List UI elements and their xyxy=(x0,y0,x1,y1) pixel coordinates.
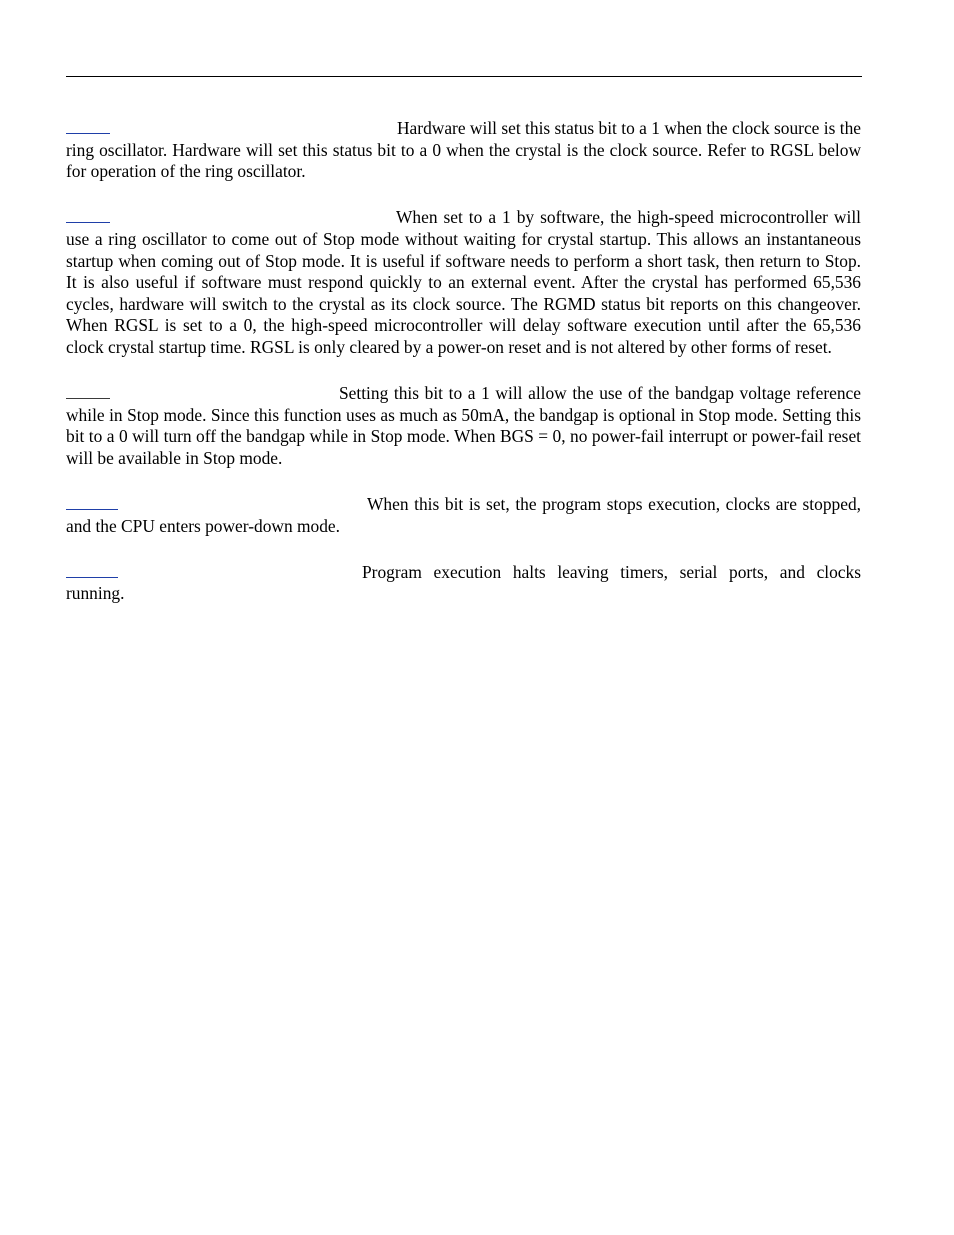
document-body xyxy=(66,115,861,627)
paragraph-stop xyxy=(66,491,861,537)
bit-name-link-stop[interactable] xyxy=(66,491,118,510)
paragraph-rgsl xyxy=(66,204,861,358)
bit-name-link-idle[interactable] xyxy=(66,559,118,578)
paragraph-bgs xyxy=(66,380,861,469)
paragraph-rgmd xyxy=(66,115,861,183)
bit-name-link-rgmd[interactable] xyxy=(66,115,110,134)
paragraph-text: When set to a 1 by software, the high-speed microcontroller will use a ring oscillator to come out of Stop mode without waiting for crystal startup. This allows an instantaneous startup when coming out of Stop mode. It is useful if software needs to perform a short task, then return to Stop. It is also useful if software must respond quickly to an external event. After the crystal has performed 65,536 cycles, hardware will switch to the crystal as its clock source. The RGMD status bit reports on this changeover. When RGSL is set to a 0, the high-speed microcontroller will delay software execution until after the 65,536 clock crystal startup time. RGSL is only cleared by a power-on reset and is not altered by other forms of reset. xyxy=(66,207,861,357)
bit-name-link-bgs[interactable] xyxy=(66,380,110,399)
paragraph-text: Setting this bit to a 1 will allow the use of the bandgap voltage reference while in Stop mode. Since this function uses as much as 50mA, the bandgap is optional in Stop mode. Setting this bit to a 0 will turn off the bandgap while in Stop mode. When BGS = 0, no power-fail interrupt or power-fail reset will be available in Stop mode. xyxy=(66,383,861,468)
paragraph-text: Program execution halts leaving timers, serial ports, and clocks running. xyxy=(66,561,861,604)
paragraph-text: When this bit is set, the program stops execution, clocks are stopped, and the CPU enters power-down mode. xyxy=(66,494,861,536)
header-rule xyxy=(66,76,862,77)
paragraph-idle xyxy=(66,559,861,605)
bit-name-link-rgsl[interactable] xyxy=(66,204,110,223)
paragraph-text: Hardware will set this status bit to a 1 when the clock source is the ring oscillator. Hardware will set this status bit to a 0 when the crystal is the clock source. Refer to RGSL below for operation of the ring oscillator. xyxy=(66,118,861,182)
